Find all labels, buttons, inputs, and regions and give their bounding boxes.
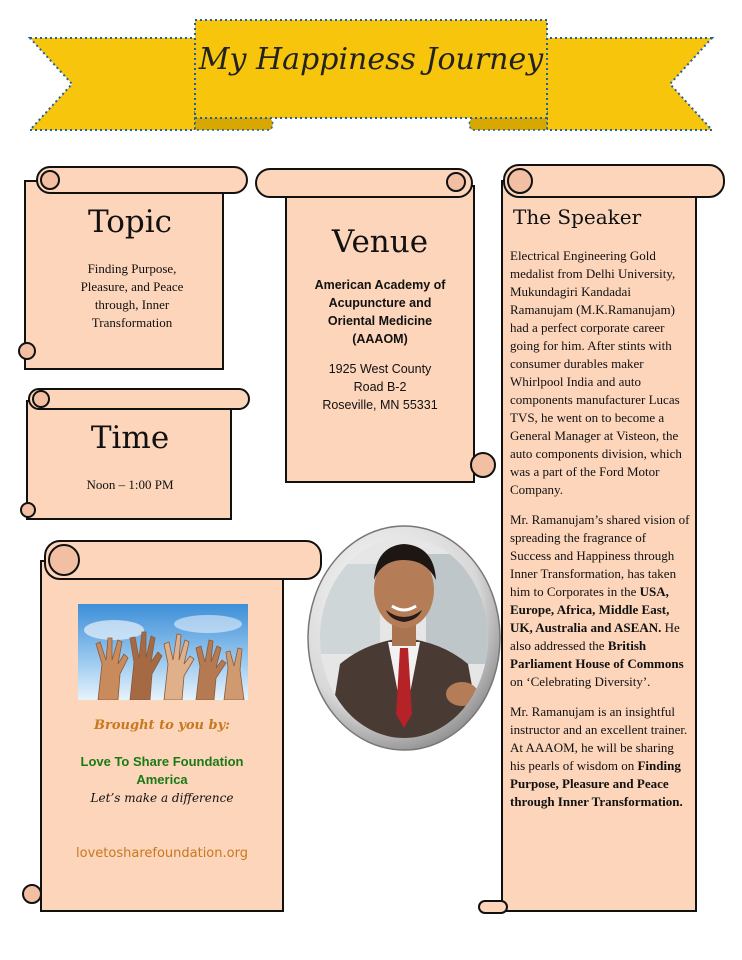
foundation-website[interactable]: lovetosharefoundation.org (76, 846, 248, 861)
foundation-country: America (136, 772, 188, 787)
topic-heading: Topic (87, 204, 173, 240)
speaker-paragraph-3: Mr. Ramanujam is an insightful instructor and an excellent trainer. At AAAOM, he will be sharing his pearls of wisdom on Finding Purpose, Pleasure and Peace through Inner Transformation. (510, 704, 688, 809)
venue-address-1: 1925 West County Road B-2 (328, 362, 432, 394)
speaker-photo (306, 524, 502, 752)
speaker-bio (510, 247, 690, 823)
speaker-heading: The Speaker (513, 205, 642, 229)
venue-org: American Academy of Acupuncture and Oriental Medicine (AAAOM) (314, 278, 446, 346)
foundation-tagline: Let’s make a difference (90, 791, 234, 805)
venue-address-2: Roseville, MN 55331 (322, 398, 438, 412)
time-text: Noon – 1:00 PM (86, 477, 174, 492)
topic-text: Finding Purpose, Pleasure, and Peace through, Inner Transformation (80, 261, 184, 330)
time-heading: Time (90, 420, 170, 456)
hands-image (78, 604, 248, 700)
foundation-name: Love To Share Foundation (80, 754, 244, 769)
speaker-paragraph-2: Mr. Ramanujam’s shared vision of spreading the fragrance of Success and Happiness through Inner Transformation, has taken him to Corporates in the USA, Europe, Africa, Middle East, UK, Australia and ASEAN. He also addressed the British Parliament House of Commons on ‘Celebrating Diversity’. (510, 512, 690, 689)
banner-title: My Happiness Journey (198, 42, 544, 77)
brought-to-you-text: Brought to you by: (94, 718, 230, 733)
speaker-paragraph-1: Electrical Engineering Gold medalist from Delhi University, Mukundagiri Kandadai Ramanujam (M.K.Ramanujam) had a perfect corporate career going for him. After stints with consumer durables maker Whirlpool India and auto components manufacturer Lucas TVS, he went on to become a General Manager at Visteon, the auto components division, which was a part of the Ford Motor Company. (510, 248, 682, 497)
venue-heading: Venue (331, 224, 429, 260)
